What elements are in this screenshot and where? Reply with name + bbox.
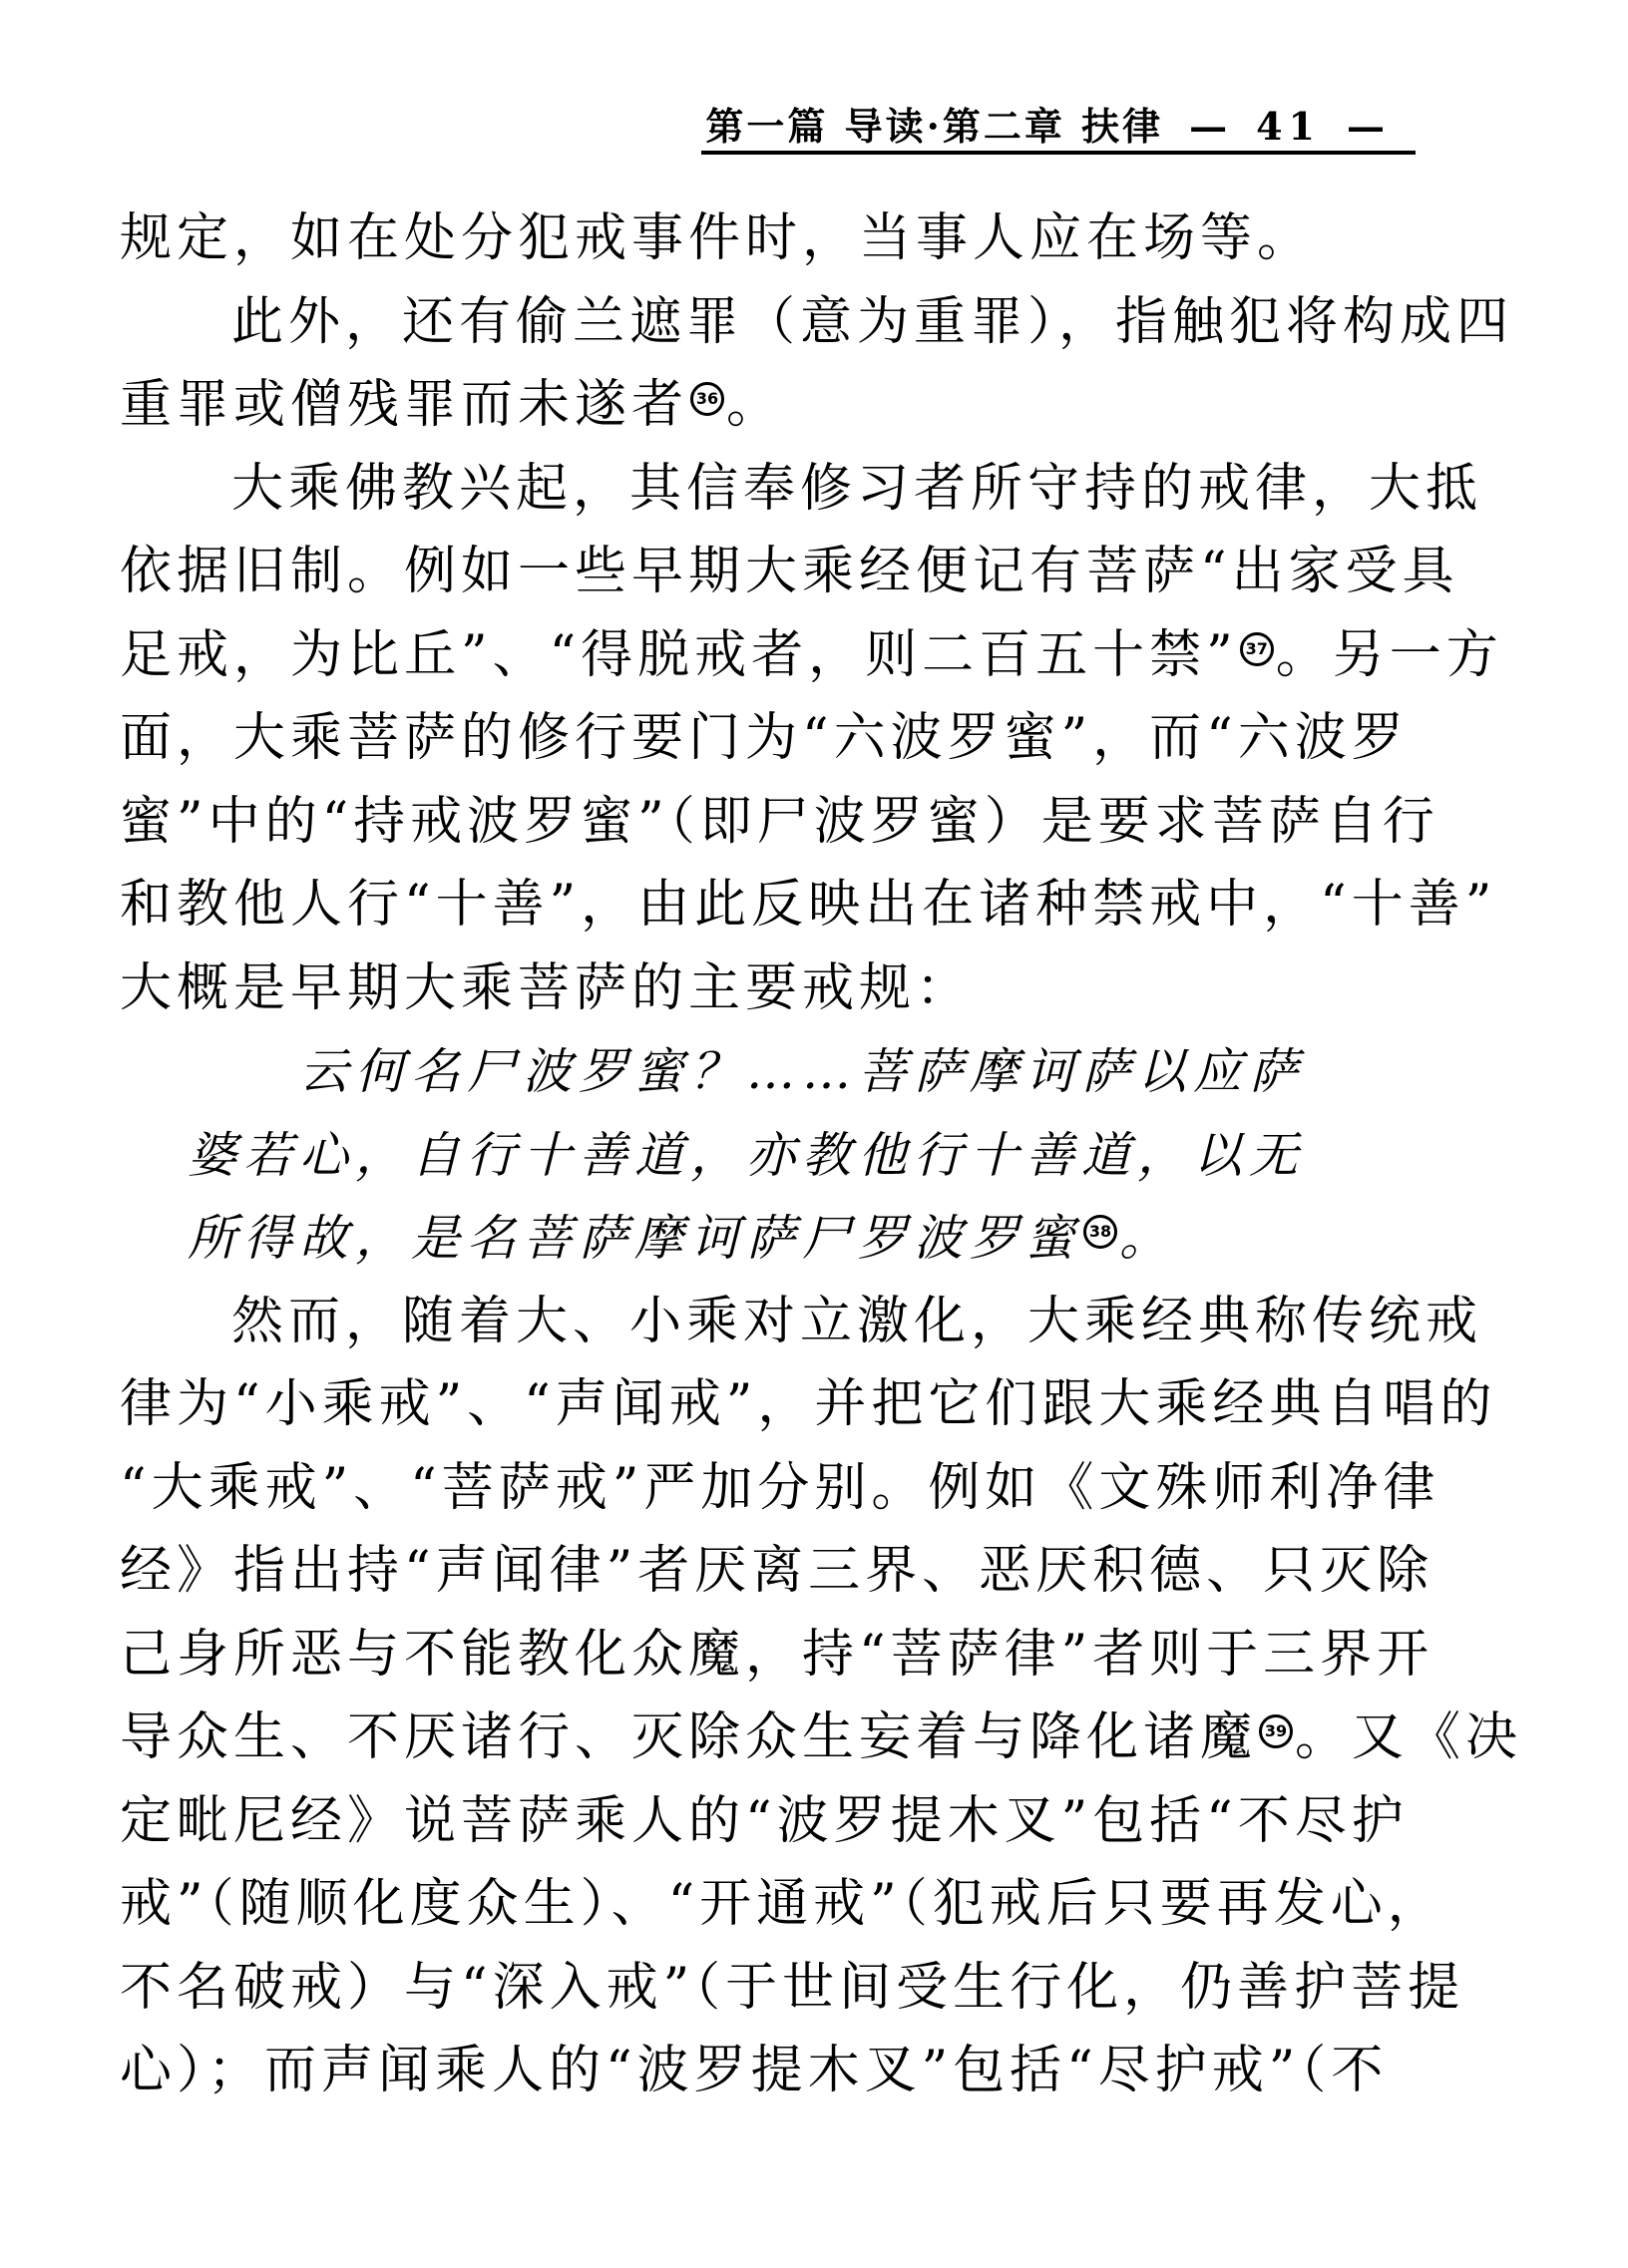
text-line	[120, 1947, 1508, 2031]
line-text: 云何名尸波罗蜜？……菩萨摩诃萨以应萨	[299, 1043, 1306, 1100]
line-text: 此外，还有偷兰遮罪（意为重罪），指触犯将构成四	[231, 291, 1514, 352]
header-rule	[701, 151, 1416, 155]
line-text: 大概是早期大乘菩萨的主要戒规：	[120, 957, 974, 1018]
line-text: 然而，随着大、小乘对立激化，大乘经典称传统戒	[231, 1291, 1483, 1351]
line-text: 己身所恶与不能教化众魔，持“菩萨律”者则于三界开	[120, 1624, 1434, 1685]
text-line	[120, 697, 1508, 781]
line-text: 所得故，是名菩萨摩诃萨尸罗波罗蜜	[188, 1210, 1082, 1267]
line-text: 心）；而声闻乘人的“波罗提木叉”包括“尽护戒”（不	[120, 2041, 1389, 2100]
endnote-marker: 37	[1240, 632, 1274, 666]
body-text	[120, 197, 1523, 2113]
text-line	[120, 2030, 1508, 2113]
text-line	[120, 781, 1508, 865]
text-line	[120, 364, 1508, 448]
line-text: 。	[1119, 1210, 1176, 1267]
line-text: 重罪或僧残罪而未遂者	[120, 375, 689, 435]
quote-line	[188, 1197, 1508, 1281]
line-text: 足戒，为比丘”、“得脱戒者，则二百五十禁”	[120, 624, 1238, 685]
text-line	[120, 531, 1508, 614]
line-text: 不名破戒）与“深入戒”（于世间受生行化，仍善护菩提	[120, 1957, 1465, 2018]
line-text: 。	[726, 375, 784, 435]
endnote-marker: 39	[1259, 1714, 1293, 1748]
text-line	[120, 197, 1508, 281]
endnote-marker: 36	[690, 382, 724, 416]
line-text: 经》指出持“声闻律”者厌离三界、恶厌积德、只灭除	[120, 1541, 1434, 1601]
line-text: 。又《决	[1295, 1707, 1523, 1767]
line-text: 依据旧制。例如一些早期大乘经便记有菩萨“出家受具	[120, 542, 1459, 601]
text-line	[120, 614, 1508, 698]
quote-line	[299, 1030, 1508, 1114]
line-text: 婆若心，自行十善道，亦教他行十善道，以无	[188, 1126, 1306, 1184]
text-line	[120, 281, 1514, 365]
chapter-title: 第一篇 导读·第二章 扶律	[705, 104, 1164, 149]
line-text: 导众生、不厌诸行、灭除众生妄着与降化诸魔	[120, 1707, 1258, 1767]
line-text: 定毗尼经》说菩萨乘人的“波罗提木叉”包括“不尽护	[120, 1790, 1409, 1851]
text-line	[120, 1281, 1508, 1364]
line-text: 蜜”中的“持戒波罗蜜”（即尸波罗蜜）是要求菩萨自行	[120, 791, 1439, 852]
line-text: 面，大乘菩萨的修行要门为“六波罗蜜”，而“六波罗	[120, 708, 1409, 768]
text-line	[120, 448, 1508, 532]
text-line	[120, 1530, 1508, 1614]
text-line	[120, 1697, 1523, 1780]
line-text: “大乘戒”、“菩萨戒”严加分别。例如《文殊师利净律	[120, 1457, 1440, 1518]
text-line	[120, 864, 1508, 947]
text-line	[120, 1863, 1508, 1947]
running-header	[705, 96, 1414, 151]
line-text: 大乘佛教兴起，其信奉修习者所守持的戒律，大抵	[231, 458, 1483, 519]
line-text: 规定，如在处分犯戒事件时，当事人应在场等。	[120, 208, 1315, 268]
quote-line	[188, 1114, 1508, 1198]
text-line	[120, 1780, 1508, 1864]
page-number: 41	[1256, 104, 1321, 149]
folio-dash-right: —	[1347, 104, 1388, 149]
text-line	[120, 1363, 1508, 1447]
line-text: 戒”（随顺化度众生）、“开通戒”（犯戒后只要再发心，	[120, 1874, 1444, 1934]
line-text: 和教他人行“十善”，由此反映出在诸种禁戒中，“十善”	[120, 875, 1497, 935]
text-line	[120, 1447, 1508, 1531]
line-text: 。另一方	[1275, 624, 1503, 685]
line-text: 律为“小乘戒”、“声闻戒”，并把它们跟大乘经典自唱的	[120, 1374, 1497, 1434]
endnote-marker: 38	[1083, 1215, 1117, 1249]
text-line	[120, 1614, 1508, 1698]
folio-dash-left: —	[1189, 104, 1231, 149]
text-line	[120, 947, 1508, 1031]
